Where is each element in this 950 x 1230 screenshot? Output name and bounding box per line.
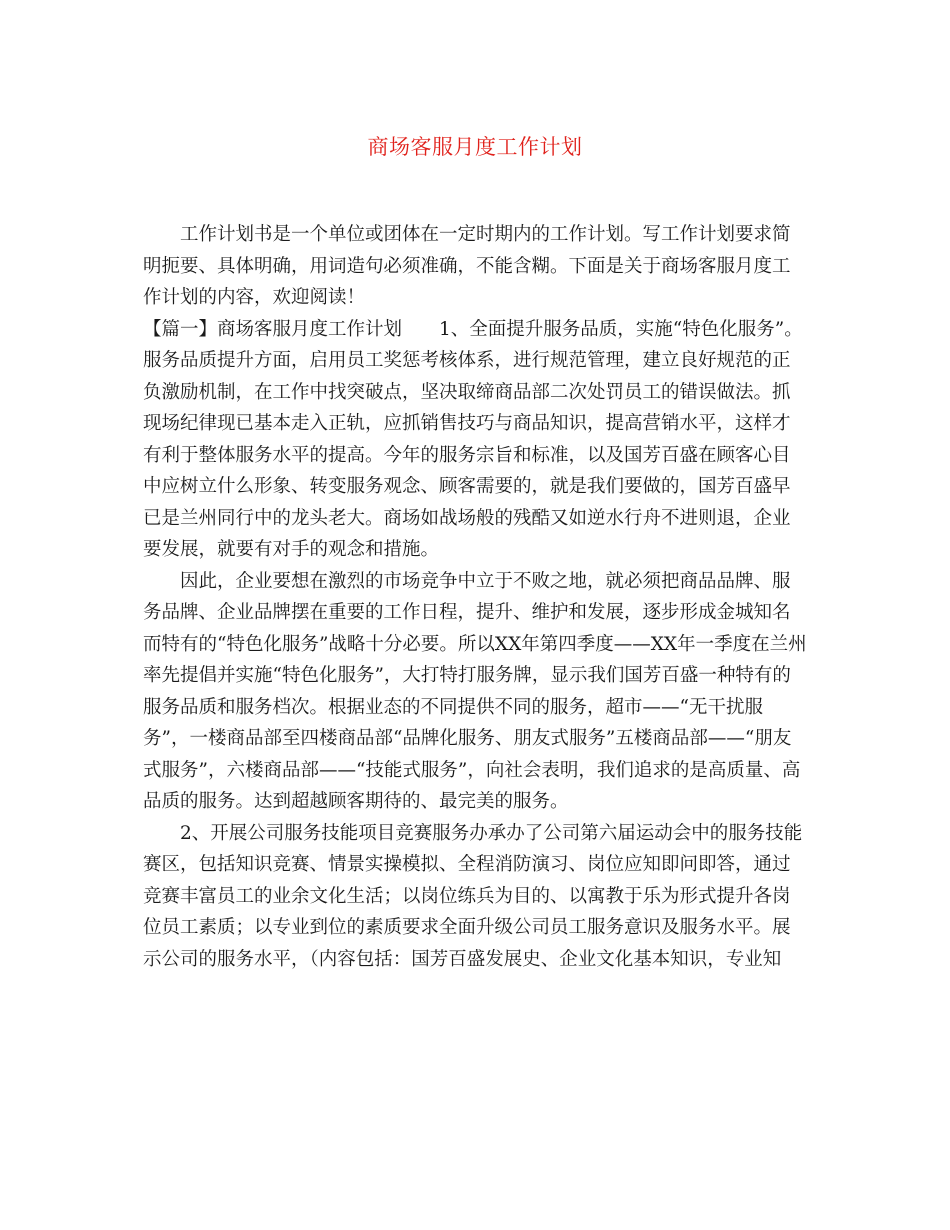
text-line: 服务品质提升方面，启用员工奖惩考核体系，进行规范管理，建立良好规范的正 [143, 350, 791, 371]
text-line: 竞赛丰富员工的业余文化生活；以岗位练兵为目的、以寓教于乐为形式提升各岗 [143, 885, 791, 907]
text-line: 服务品质和服务档次。根据业态的不同提供不同的服务，超市——“无干扰服 [143, 696, 763, 718]
text-line: 示公司的服务水平，（内容包括：国芳百盛发展史、企业文化基本知识，专业知 [143, 948, 782, 970]
text-line: 品质的服务。达到超越顾客期待的、最完美的服务。 [143, 791, 569, 812]
text-line: 负激励机制，在工作中找突破点，坚决取缔商品部二次处罚员工的错误做法。抓 [143, 381, 791, 403]
text-line: 因此，企业要想在激烈的市场竞争中立于不败之地，就必须把商品品牌、服 [143, 570, 791, 592]
text-line: 作计划的内容，欢迎阅读！ [143, 287, 366, 308]
text-line: 位员工素质；以专业到位的素质要求全面升级公司员工服务意识及服务水平。展 [143, 917, 791, 938]
text-line: 要发展，就要有对手的观念和措施。 [143, 539, 440, 560]
text-line: 中应树立什么形象、转变服务观念、顾客需要的，就是我们要做的，国芳百盛早 [143, 476, 791, 497]
text-line: 2、开展公司服务技能项目竞赛服务办承办了公司第六届运动会中的服务技能 [143, 822, 803, 844]
text-line: 现场纪律现已基本走入正轨，应抓销售技巧与商品知识，提高营销水平，这样才 [143, 413, 791, 434]
text-line: 明扼要、具体明确，用词造句必须准确，不能含糊。下面是关于商场客服月度工 [143, 255, 791, 277]
text-line: 【篇一】商场客服月度工作计划 1、全面提升服务品质，实施“特色化服务”。 [143, 318, 803, 340]
document-title: 商场客服月度工作计划 [367, 135, 583, 159]
text-line: 率先提倡并实施“特色化服务”，大打特打服务牌，显示我们国芳百盛一种特有的 [143, 665, 791, 686]
text-line: 务”，一楼商品部至四楼商品部“品牌化服务、朋友式服务”五楼商品部——“朋友 [143, 728, 792, 749]
text-line: 已是兰州同行中的龙头老大。商场如战场般的残酷又如逆水行舟不进则退，企业 [143, 507, 791, 529]
text-line: 有利于整体服务水平的提高。今年的服务宗旨和标准，以及国芳百盛在顾客心目 [143, 444, 791, 466]
text-line: 而特有的“特色化服务”战略十分必要。所以XX年第四季度——XX年一季度在兰州 [143, 633, 807, 655]
text-line: 式服务”，六楼商品部——“技能式服务”，向社会表明，我们追求的是高质量、高 [143, 759, 801, 781]
text-line: 赛区，包括知识竞赛、情景实操模拟、全程消防演习、岗位应知即问即答，通过 [143, 854, 791, 875]
document-body [143, 219, 808, 975]
text-line: 务品牌、企业品牌摆在重要的工作日程，提升、维护和发展，逐步形成金城知名 [143, 602, 791, 623]
text-line: 工作计划书是一个单位或团体在一定时期内的工作计划。写工作计划要求简 [143, 224, 791, 245]
